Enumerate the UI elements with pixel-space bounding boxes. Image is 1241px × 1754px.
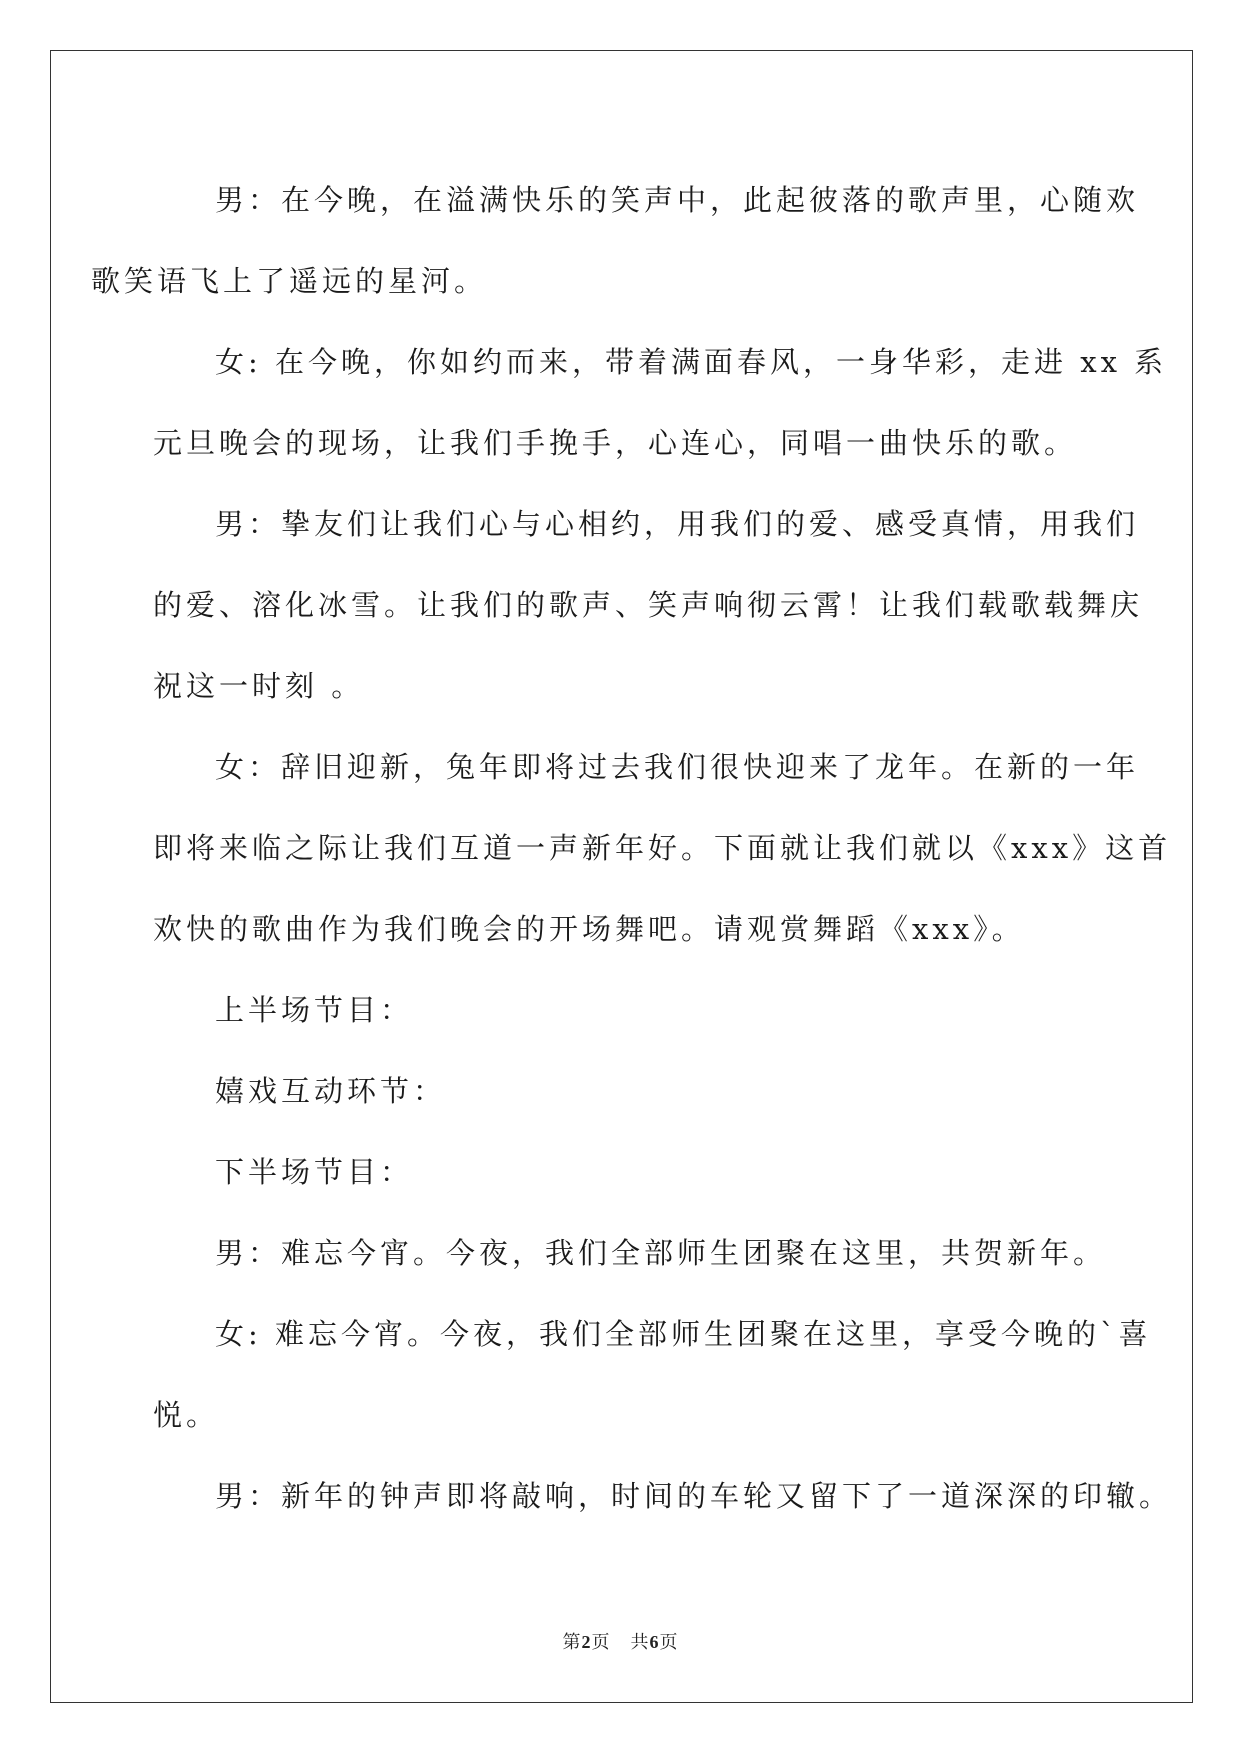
text-line: 悦。 bbox=[153, 1398, 220, 1432]
total-pages-number: 6 bbox=[649, 1632, 660, 1652]
document-body bbox=[91, 160, 1173, 1537]
text-line: 男：挚友们让我们心与心相约，用我们的爱、感受真情，用我们 bbox=[215, 507, 1140, 541]
text-line: 即将来临之际让我们互道一声新年好。下面就让我们就以《xxx》这首 bbox=[153, 831, 1172, 865]
text-line: 男：在今晚，在溢满快乐的笑声中，此起彼落的歌声里，心随欢 bbox=[215, 183, 1140, 217]
paragraph bbox=[153, 1051, 1088, 1132]
text-line: 祝这一时刻 。 bbox=[153, 669, 365, 703]
current-page-number: 2 bbox=[581, 1632, 592, 1652]
text-line: 女: 在今晚，你如约而来，带着满面春风，一身华彩，走进 xx 系 bbox=[215, 345, 1168, 379]
text-line: 男：难忘今宵。今夜，我们全部师生团聚在这里，共贺新年。 bbox=[215, 1236, 1107, 1270]
footer-total-prefix: 共 bbox=[630, 1632, 650, 1653]
text-line: 女：辞旧迎新，兔年即将过去我们很快迎来了龙年。在新的一年 bbox=[215, 750, 1140, 784]
footer-prefix: 第 bbox=[562, 1632, 582, 1653]
paragraph bbox=[153, 727, 1172, 970]
paragraph bbox=[153, 1132, 1088, 1213]
footer-total-suffix: 页 bbox=[659, 1632, 679, 1653]
page-footer bbox=[0, 1628, 1241, 1654]
text-line: 下半场节目： bbox=[215, 1155, 414, 1189]
paragraph bbox=[153, 970, 1088, 1051]
text-line: 男：新年的钟声即将敲响，时间的车轮又留下了一道深深的印辙。 bbox=[215, 1479, 1173, 1513]
paragraph bbox=[153, 1294, 1152, 1456]
paragraph bbox=[153, 1456, 1173, 1537]
text-line: 的爱、溶化冰雪。让我们的歌声、笑声响彻云霄！让我们载歌载舞庆 bbox=[153, 588, 1144, 622]
paragraph bbox=[153, 484, 1144, 727]
paragraph bbox=[91, 160, 1140, 322]
text-line: 女: 难忘今宵。今夜，我们全部师生团聚在这里，享受今晚的`喜 bbox=[215, 1317, 1152, 1351]
text-line: 歌笑语飞上了遥远的星河。 bbox=[91, 264, 488, 298]
footer-page-suffix: 页 bbox=[591, 1632, 611, 1653]
text-line: 嬉戏互动环节： bbox=[215, 1074, 447, 1108]
text-line: 上半场节目： bbox=[215, 993, 414, 1027]
paragraph bbox=[153, 1213, 1107, 1294]
text-line: 元旦晚会的现场，让我们手挽手，心连心，同唱一曲快乐的歌。 bbox=[153, 426, 1078, 460]
text-line: 欢快的歌曲作为我们晚会的开场舞吧。请观赏舞蹈《xxx》。 bbox=[153, 912, 1025, 946]
paragraph bbox=[153, 322, 1168, 484]
